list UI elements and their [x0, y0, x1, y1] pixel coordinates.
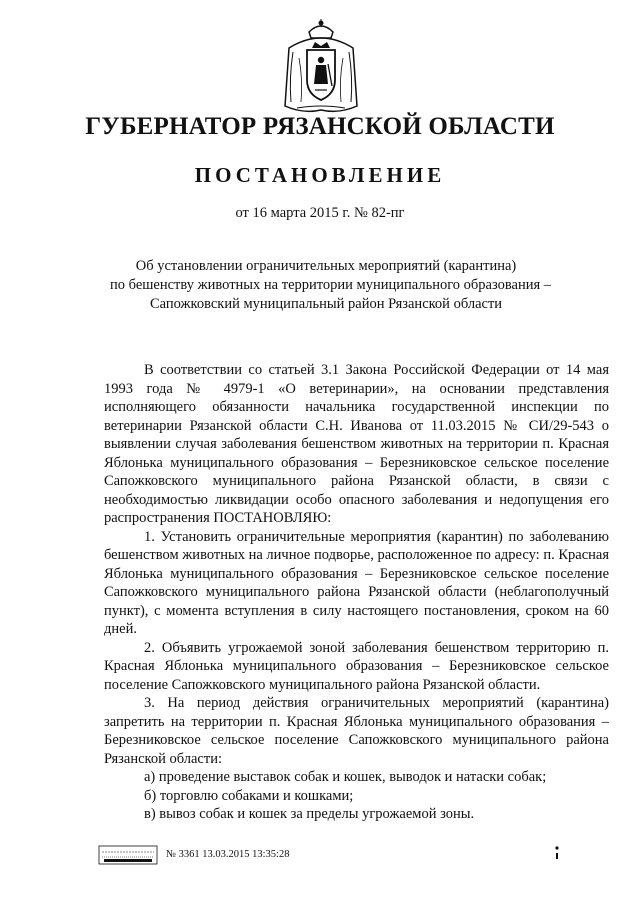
- coat-of-arms-icon: [279, 18, 363, 118]
- item-3-paragraph: 3. На период действия ограничительных мероприятий (карантина) запретить на территории п. Красная Яблонька муниципального образования – Березниковское сельское поселение Сапожковского муниципального района Рязанской области:: [104, 695, 609, 767]
- item-3a-paragraph: а) проведение выставок собак и кошек, выводок и натаски собак;: [144, 769, 547, 785]
- item-1-paragraph: 1. Установить ограничительные мероприятия (карантин) по заболеванию бешенством животных на личное подворье, расположенное по адресу: п. Красная Яблонька муниципального образования – Березниковское сельское поселение Сапожковского муниципального района Рязанской области (неблагополучный пункт), с момента вступления в силу настоящего постановления, сроком на 60 дней.: [104, 528, 609, 637]
- registration-number: № 3361 13.03.2015 13:35:28: [166, 849, 290, 860]
- authority-title: ГУБЕРНАТОР РЯЗАНСКОЙ ОБЛАСТИ: [85, 113, 555, 140]
- preamble-paragraph: В соответствии со статьей 3.1 Закона Российской Федерации от 14 мая 1993 года № 4979-1 «О ветеринарии», на основании представления исполняющего обязанности начальника государственной инспекции по ветеринарии Рязанской области С.Н. Иванова от 11.03.2015 № СИ/29-543 о выявлении случая заболевания бешенством животных на территории п. Красная Яблонька муниципального образования – Березниковское сельское поселение Сапожковского муниципального района Рязанской области, в связи с необходимостью ликвидации особо опасного заболевания и недопущения его распространения ПОСТАНОВЛЯЮ:: [104, 362, 609, 526]
- item-2-paragraph: 2. Объявить угрожаемой зоной заболевания бешенством территорию п. Красная Яблонька муниципального образования – Березниковское сельское поселение Сапожковского муниципального района Рязанской области.: [104, 639, 609, 693]
- document-date-number: от 16 марта 2015 г. № 82-пг: [235, 205, 405, 221]
- document-body: [104, 361, 609, 824]
- subject-line-1: Об установлении ограничительных мероприятий (карантина): [135, 258, 517, 274]
- document-subject: [110, 257, 552, 314]
- registration-stamp-icon: [98, 845, 158, 865]
- item-3c-paragraph: в) вывоз собак и кошек за пределы угрожаемой зоны.: [144, 806, 475, 822]
- subject-line-3: Сапожковский муниципальный район Рязанской области: [149, 296, 503, 312]
- document-type: ПОСТАНОВЛЕНИЕ: [194, 163, 446, 187]
- scan-mark-icon: [554, 845, 560, 861]
- item-3b-paragraph: б) торговлю собаками и кошками;: [144, 787, 354, 804]
- subject-line-2: по бешенству животных на территории муниципального образования –: [110, 277, 552, 293]
- registration-footer: [98, 845, 578, 867]
